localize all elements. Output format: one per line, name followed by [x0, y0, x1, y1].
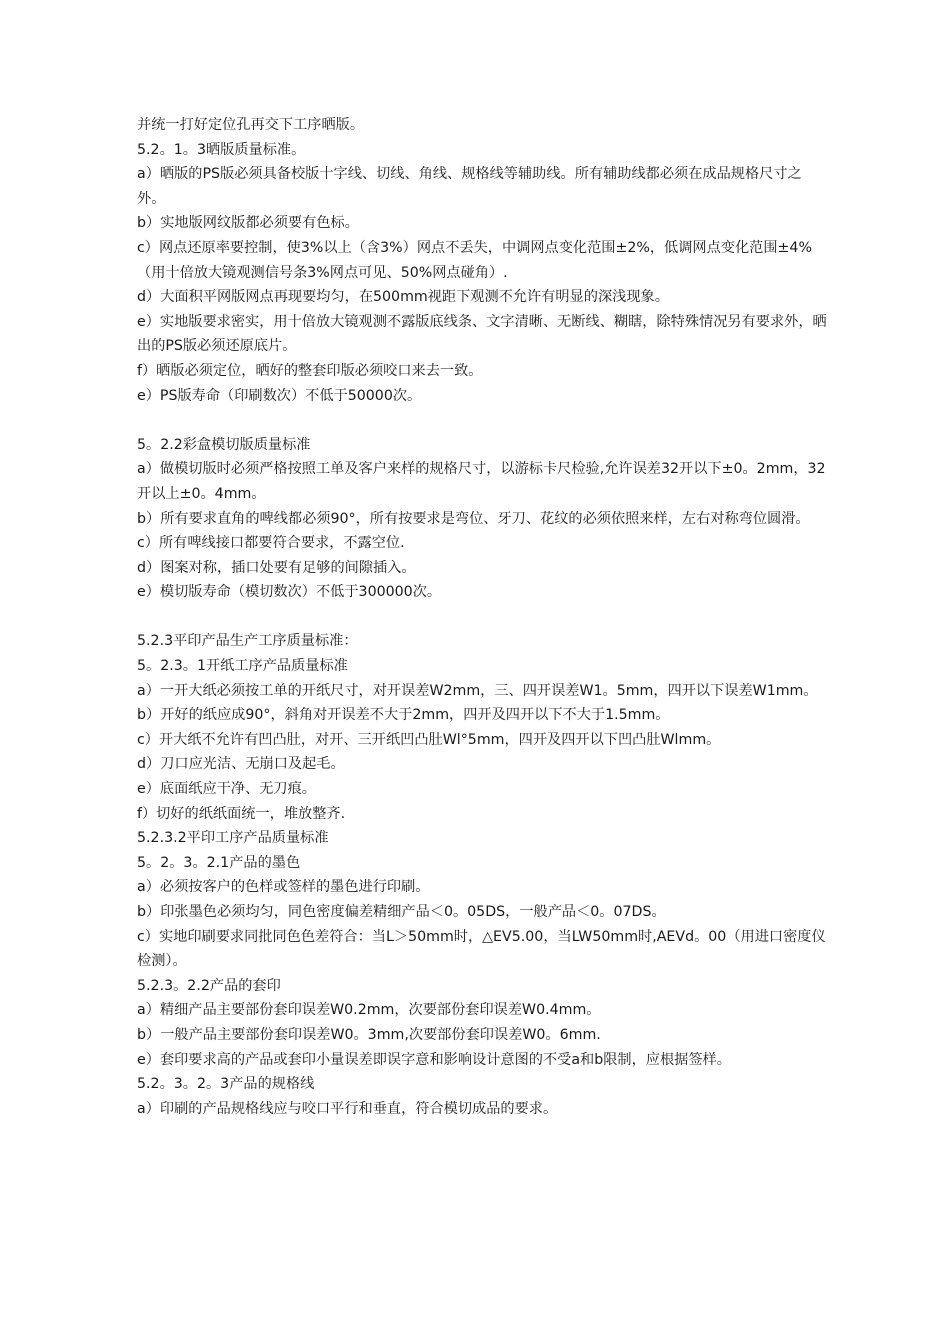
paragraph-line: e）底面纸应干净、无刀痕。 — [137, 781, 316, 798]
paragraph-line: 5.2.3。2.2产品的套印 — [137, 977, 281, 994]
paragraph-line: b）印张墨色必须均匀，同色密度偏差精细产品＜0。05DS，一般产品＜0。07DS。 — [137, 904, 666, 920]
paragraph-line: 5.2.3平印产品生产工序质量标准： — [137, 633, 358, 650]
paragraph-line: 5。2.3。1开纸工序产品质量标准 — [137, 658, 348, 675]
paragraph-line: 5.2。3。2。3产品的规格线 — [137, 1076, 315, 1093]
paragraph-line: f）切好的纸纸面统一，堆放整齐. — [137, 805, 346, 822]
paragraph-line: a）精细产品主要部份套印误差W0.2mm，次要部份套印误差W0.4mm。 — [137, 1002, 601, 1019]
paragraph-line: a）做模切版时必须严格按照工单及客户来样的规格尺寸，以游标卡尺检验,允许误差32开以下±0。2mm，32开以上±0。4mm。 — [137, 461, 826, 502]
paragraph-line: 5.2。1。3晒版质量标准。 — [137, 141, 306, 158]
paragraph-line: d）刀口应光洁、无崩口及起毛。 — [137, 756, 345, 773]
paragraph-line: e）实地版要求密实，用十倍放大镜观测不露版底线条、文字清晰、无断线、糊瞎，除特殊情况另有要求外，晒出的PS版必须还原底片。 — [137, 313, 827, 355]
paragraph-line: 并统一打好定位孔再交下工序晒版。 — [137, 117, 365, 133]
paragraph-line: e）套印要求高的产品或套印小量误差即误字意和影响设计意图的不受a和b限制，应根据签样。 — [137, 1051, 731, 1068]
paragraph-line: b）实地版网纹版都必须要有色标。 — [137, 215, 359, 232]
paragraph-line: d）图案对称，插口处要有足够的间隙插入。 — [137, 559, 416, 576]
paragraph-line: a）一开大纸必须按工单的开纸尺寸，对开误差W2mm，三、四开误差W1。5mm，四开以下误差W1mm。 — [137, 682, 818, 699]
paragraph-line: d）大面积平网版网点再现要均匀，在500mm视距下观测不允许有明显的深浅现象。 — [137, 289, 669, 306]
paragraph-line: e）模切版寿命（模切数次）不低于300000次。 — [137, 584, 442, 601]
blank-line — [137, 408, 827, 433]
paragraph-line: 5.2.3.2平印工序产品质量标准 — [137, 830, 329, 847]
paragraph-line: 5。2.2彩盒模切版质量标准 — [137, 436, 311, 453]
paragraph-line: a）必须按客户的色样或签样的墨色进行印刷。 — [137, 879, 430, 896]
paragraph-line: b）一般产品主要部份套印误差W0。3mm,次要部份套印误差W0。6mm. — [137, 1026, 601, 1043]
paragraph-line: b）所有要求直角的啤线都必须90°，所有按要求是弯位、牙刀、花纹的必须依照来样，左右对称弯位圆滑。 — [137, 510, 810, 527]
paragraph-line: c）网点还原率要控制，使3%以上（含3%）网点不丢失，中调网点变化范围±2%，低调网点变化范围±4%（用十倍放大镜观测信号条3%网点可见、50%网点碰角）. — [137, 239, 812, 281]
paragraph-line: a）晒版的PS版必须具备校版十字线、切线、角线、规格线等辅助线。所有辅助线都必须在成品规格尺寸之外。 — [137, 166, 802, 207]
paragraph-line: e）PS版寿命（印刷数次）不低于50000次。 — [137, 387, 422, 404]
paragraph-line: f）晒版必须定位，晒好的整套印版必须咬口来去一致。 — [137, 362, 483, 379]
blank-line — [137, 605, 827, 630]
paragraph-line: c）开大纸不允许有凹凸肚，对开、三开纸凹凸肚Wl°5mm，四开及四开以下凹凸肚Wlmm。 — [137, 731, 721, 748]
paragraph-line: c）所有啤线接口都要符合要求，不露空位. — [137, 535, 405, 552]
paragraph-line: a）印刷的产品规格线应与咬口平行和垂直，符合模切成品的要求。 — [137, 1100, 558, 1117]
paragraph-line: 5。2。3。2.1产品的墨色 — [137, 854, 301, 871]
document-body — [137, 113, 827, 1121]
paragraph-line: c）实地印刷要求同批同色色差符合：当L＞50mm时，△EV5.00，当LW50mm时,AEVd。00（用进口密度仪检测）。 — [137, 928, 826, 970]
paragraph-line: b）开好的纸应成90°，斜角对开误差不大于2mm，四开及四开以下不大于1.5mm。 — [137, 707, 670, 724]
